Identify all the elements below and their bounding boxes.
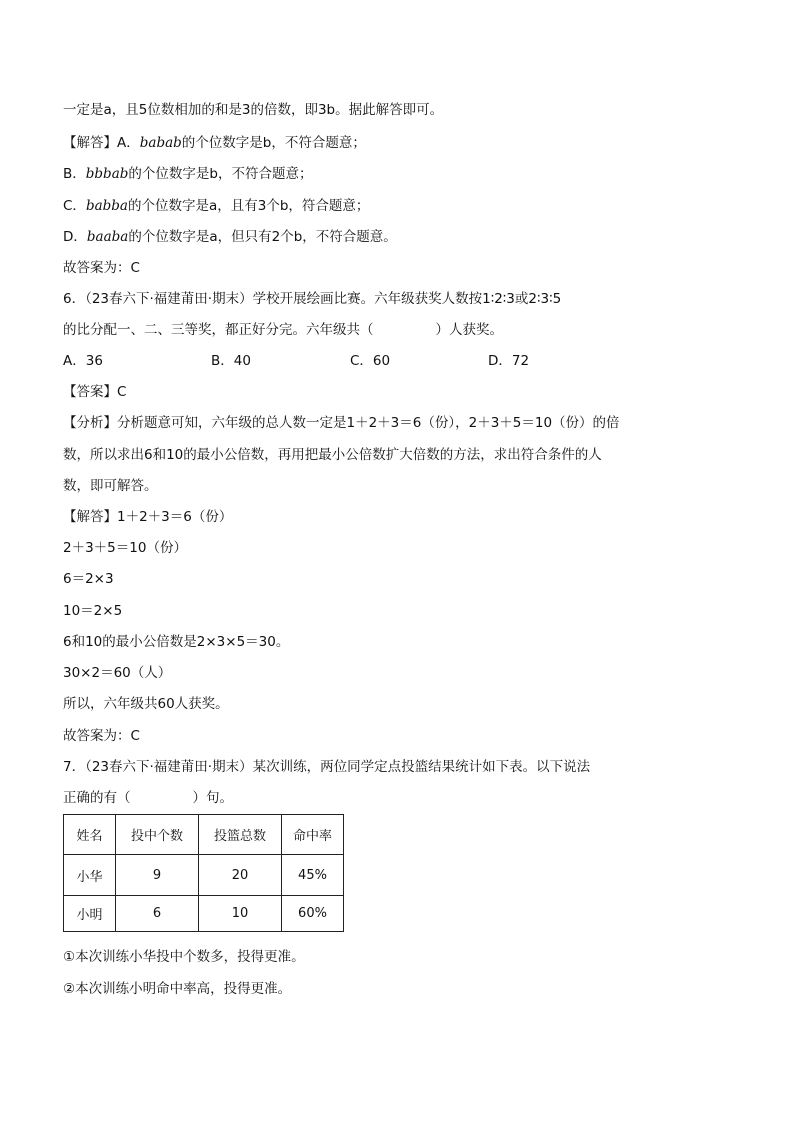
table-cell: 10 [199, 896, 282, 932]
text-fragment: D． [63, 229, 87, 245]
italic-number: babab [139, 135, 182, 151]
option-d: D．72 [488, 353, 530, 369]
question-7-stem-line-2 [63, 788, 233, 808]
table-cell: 小华 [64, 855, 116, 896]
solution-line: 30×2＝60（人） [63, 665, 172, 681]
option-b: B．40 [211, 353, 251, 369]
question-6-stem-line-1: 6．（23春六下·福建莆田·期末）学校开展绘画比赛。六年级获奖人数按1∶2∶3或2∶3∶5 [63, 291, 562, 307]
table-cell: 9 [116, 855, 199, 896]
table-row [64, 896, 344, 932]
table-header-cell: 投篮总数 [199, 815, 282, 855]
solution-line: 所以，六年级共60人获奖。 [63, 696, 229, 712]
text-fragment: 【解答】A． [63, 135, 140, 151]
final-answer-line: 故答案为：C [63, 728, 140, 744]
table-cell: 60% [282, 896, 344, 932]
answer-option-d-line [63, 227, 397, 247]
answer-option-a-line [63, 133, 366, 153]
solution-line: 6＝2×3 [63, 571, 114, 587]
text-fragment: ）句。 [192, 790, 233, 806]
statement-1: ①本次训练小华投中个数多，投得更准。 [63, 949, 305, 965]
italic-number: baaba [86, 229, 129, 245]
shooting-stats-table [63, 814, 344, 932]
text-fragment: ）人获奖。 [435, 322, 503, 338]
question-7-stem-line-1: 7．（23春六下·福建莆田·期末）某次训练，两位同学定点投篮结果统计如下表。以下说法 [63, 759, 591, 775]
table-header-row [64, 815, 344, 855]
table-cell: 45% [282, 855, 344, 896]
final-answer-line: 故答案为：C [63, 260, 140, 276]
solution-line: 2＋3＋5＝10（份） [63, 540, 187, 556]
solution-line: 10＝2×5 [63, 603, 123, 619]
option-c: C．60 [350, 353, 391, 369]
table-header-cell: 命中率 [282, 815, 344, 855]
table-header-cell: 姓名 [64, 815, 116, 855]
italic-number: bbbab [85, 166, 129, 182]
text-fragment: 正确的有（ [63, 790, 131, 806]
option-a: A．36 [63, 353, 103, 369]
text-fragment: B． [63, 166, 86, 182]
table-cell: 小明 [64, 896, 116, 932]
table-row [64, 855, 344, 896]
question-6-answer: 【答案】C [63, 384, 127, 400]
solution-line: 6和10的最小公倍数是2×3×5＝30。 [63, 634, 290, 650]
table-cell: 6 [116, 896, 199, 932]
text-line: 一定是a，且5位数相加的和是3的倍数，即3b。据此解答即可。 [63, 102, 444, 118]
question-6-options [63, 351, 623, 371]
table-cell: 20 [199, 855, 282, 896]
text-fragment: C． [63, 198, 86, 214]
text-fragment: 的个位数字是b，不符合题意； [181, 135, 366, 151]
text-fragment: 的个位数字是a，但只有2个b，不符合题意。 [128, 229, 397, 245]
italic-number: babba [85, 198, 128, 214]
question-6-analysis-line-1: 【分析】分析题意可知，六年级的总人数一定是1＋2＋3＝6（份），2＋3＋5＝10（份）的倍 [63, 415, 620, 431]
question-6-analysis-line-3: 数，即可解答。 [63, 478, 158, 494]
text-fragment: 的个位数字是b，不符合题意； [128, 166, 313, 182]
answer-option-b-line [63, 164, 312, 184]
question-6-analysis-line-2: 数，所以求出6和10的最小公倍数，再用把最小公倍数扩大倍数的方法，求出符合条件的人 [63, 447, 602, 463]
question-6-stem-line-2 [63, 320, 503, 340]
table-header-cell: 投中个数 [116, 815, 199, 855]
text-fragment: 的比分配一、二、三等奖，都正好分完。六年级共（ [63, 322, 374, 338]
solution-line: 【解答】1＋2＋3＝6（份） [63, 509, 233, 525]
answer-option-c-line [63, 196, 369, 216]
statement-2: ②本次训练小明命中率高，投得更准。 [63, 981, 292, 997]
text-fragment: 的个位数字是a，且有3个b，符合题意； [127, 198, 370, 214]
